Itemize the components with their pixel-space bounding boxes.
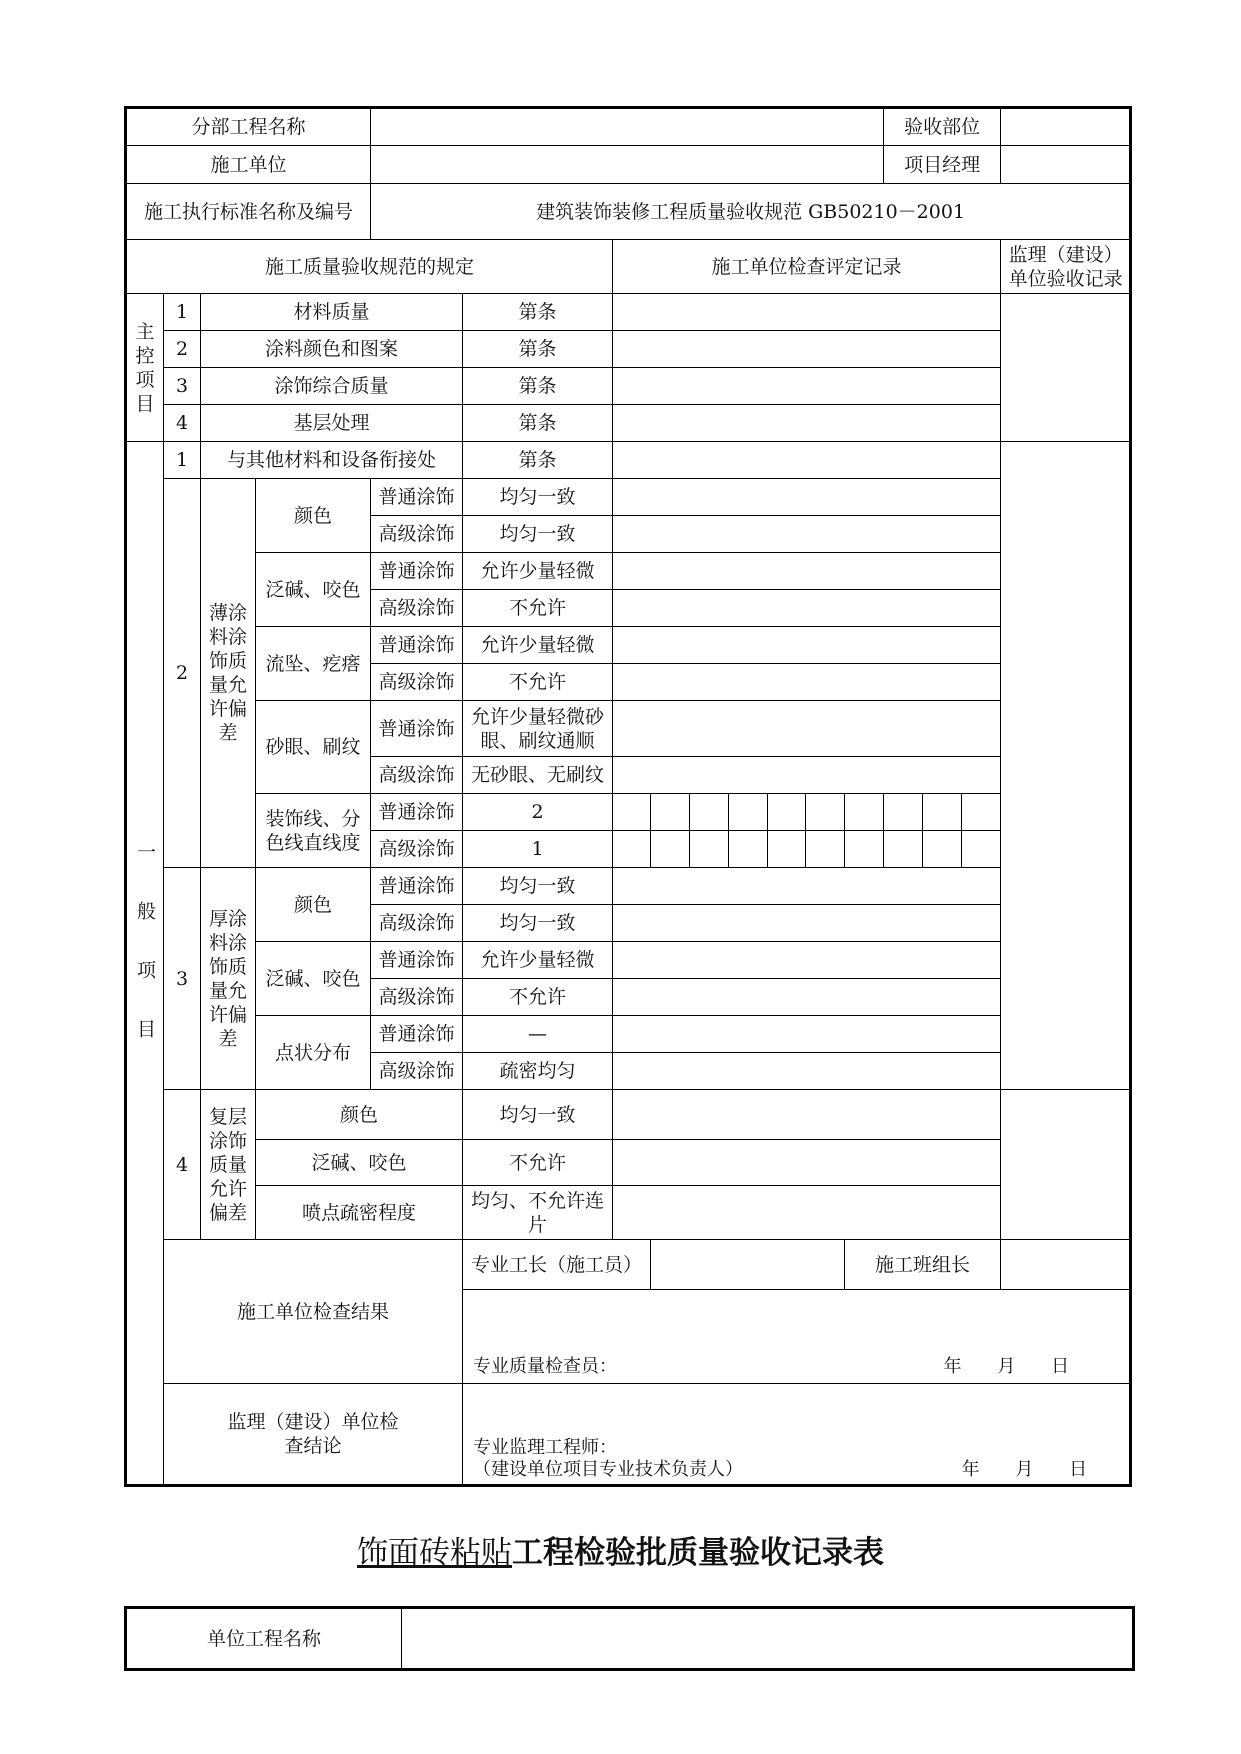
record-cell[interactable] [613,757,1001,794]
measure-cell[interactable] [923,794,962,831]
grade: 普通涂饰 [371,942,463,979]
sub-item: 点状分布 [256,1016,371,1090]
requirement: 均匀一致 [463,868,613,905]
requirement: 均匀、不允许连片 [463,1186,613,1240]
grade: 普通涂饰 [371,701,463,757]
supervision-sign-area[interactable] [463,1384,1131,1486]
header-row-fenbu [126,108,1131,146]
standard-label: 施工执行标准名称及编号 [126,184,371,240]
check-result-label: 施工单位检查结果 [164,1240,463,1384]
supervisor-cell[interactable] [1001,442,1131,1090]
item-no: 1 [164,442,201,479]
measure-cell[interactable] [613,831,651,868]
requirement: 均匀一致 [463,905,613,942]
sub-item: 泛碱、咬色 [256,553,371,627]
record-cell[interactable] [613,942,1001,979]
record-cell[interactable] [613,368,1001,405]
sub-item: 砂眼、刷纹 [256,701,371,794]
thick-coating-label: 厚涂料涂饰质量允许偏差 [201,868,256,1090]
measure-cell[interactable] [690,831,729,868]
record-cell[interactable] [613,1140,1001,1186]
grade: 普通涂饰 [371,627,463,664]
grade: 普通涂饰 [371,794,463,831]
fenbu-label: 分部工程名称 [126,108,371,146]
record-cell[interactable] [613,627,1001,664]
grade: 普通涂饰 [371,1016,463,1053]
item-name: 涂料颜色和图案 [201,331,463,368]
record-cell[interactable] [613,1186,1001,1240]
requirement: 不允许 [463,590,613,627]
standard-value: 建筑装饰装修工程质量验收规范 GB50210－2001 [371,184,1131,240]
item-clause: 第条 [463,442,613,479]
record-cell[interactable] [613,331,1001,368]
record-cell[interactable] [613,905,1001,942]
item-no: 3 [164,868,201,1090]
yanshou-buwei-label: 验收部位 [884,108,1001,146]
thin-coating-row [126,479,1131,516]
thick-coating-row [126,942,1131,979]
measure-cell[interactable] [845,831,884,868]
requirement: 不允许 [463,1140,613,1186]
record-cell[interactable] [613,294,1001,331]
general-group-label [126,442,164,1486]
requirement: 不允许 [463,979,613,1016]
measure-cell[interactable] [651,794,690,831]
requirement: 均匀一致 [463,516,613,553]
main-item-row [126,368,1131,405]
grade: 高级涂饰 [371,1053,463,1090]
requirement: 允许少量轻微 [463,942,613,979]
thin-coating-row [126,553,1131,590]
item-no: 2 [164,479,201,868]
inspection-record-table [124,106,1132,1487]
record-cell[interactable] [613,701,1001,757]
record-cell[interactable] [613,405,1001,442]
grade: 高级涂饰 [371,757,463,794]
record-cell[interactable] [613,553,1001,590]
next-form-title [0,1527,1241,1572]
shigong-danwei-value[interactable] [371,146,884,184]
header-row-shigong [126,146,1131,184]
thick-coating-row [126,1016,1131,1053]
item-clause: 第条 [463,405,613,442]
multilayer-label: 复层涂饰质量允许偏差 [201,1090,256,1240]
next-form-table [124,1606,1135,1671]
measure-cell[interactable] [884,831,923,868]
record-cell[interactable] [613,479,1001,516]
team-leader-value[interactable] [1001,1240,1131,1290]
footer-row-supervision [126,1384,1131,1486]
requirement: 不允许 [463,664,613,701]
measure-cell[interactable] [923,831,962,868]
requirement: 2 [463,794,613,831]
measure-cell[interactable] [884,794,923,831]
grade: 普通涂饰 [371,868,463,905]
supervision-label: 监理（建设）单位检查结论 [164,1384,463,1486]
measure-cell[interactable] [690,794,729,831]
measure-cell[interactable] [768,831,806,868]
thin-coating-row [126,627,1131,664]
record-cell[interactable] [613,590,1001,627]
foreman-label: 专业工长（施工员） [463,1240,651,1290]
requirement: 疏密均匀 [463,1053,613,1090]
supervisor-column-header: 监理（建设）单位验收记录 [1001,240,1131,294]
foreman-value[interactable] [651,1240,845,1290]
record-cell[interactable] [613,516,1001,553]
thin-coating-row [126,701,1131,757]
sub-item: 装饰线、分色线直线度 [256,794,371,868]
title-underlined: 饰面砖粘贴 [357,1535,512,1571]
measure-cell[interactable] [806,831,845,868]
record-column-header: 施工单位检查评定记录 [613,240,1001,294]
main-item-row [126,405,1131,442]
grade: 高级涂饰 [371,979,463,1016]
requirement: 1 [463,831,613,868]
record-cell[interactable] [613,868,1001,905]
requirement: 均匀一致 [463,479,613,516]
multilayer-row [126,1140,1131,1186]
inspector-date: 年 月 日 [943,1356,1070,1377]
general-group-text: 一般项目 [134,842,156,1078]
sub-item: 颜色 [256,1090,463,1140]
grade: 高级涂饰 [371,905,463,942]
measure-cell[interactable] [613,794,651,831]
supervision-date: 年 月 日 [961,1459,1088,1480]
thin-coating-label: 薄涂料涂饰质量允许偏差 [201,479,256,868]
record-cell[interactable] [613,664,1001,701]
grade: 高级涂饰 [371,664,463,701]
grade: 高级涂饰 [371,516,463,553]
requirement: 允许少量轻微砂眼、刷纹通顺 [463,701,613,757]
item-name: 与其他材料和设备衔接处 [201,442,463,479]
supervisor-cell[interactable] [1001,294,1131,442]
sub-item: 泛碱、咬色 [256,1140,463,1186]
requirement: — [463,1016,613,1053]
sub-item: 颜色 [256,479,371,553]
main-item-row [126,331,1131,368]
item-no: 4 [164,405,201,442]
item-no: 3 [164,368,201,405]
thin-coating-row [126,794,1131,831]
record-cell[interactable] [613,979,1001,1016]
item-no: 2 [164,331,201,368]
measure-cell[interactable] [962,794,1001,831]
xiangmu-jingli-value[interactable] [1001,146,1131,184]
grade: 普通涂饰 [371,479,463,516]
item-no: 1 [164,294,201,331]
inspector-sign-area[interactable] [463,1290,1131,1384]
item-clause: 第条 [463,368,613,405]
requirement: 无砂眼、无刷纹 [463,757,613,794]
main-control-group-label: 主控项目 [126,294,164,442]
requirement: 允许少量轻微 [463,553,613,590]
requirement: 允许少量轻微 [463,627,613,664]
measure-cell[interactable] [729,794,768,831]
multilayer-row [126,1090,1131,1140]
footer-row-foreman [126,1240,1131,1290]
record-cell[interactable] [613,1016,1001,1053]
multilayer-row [126,1186,1131,1240]
thick-coating-row [126,868,1131,905]
measure-cell[interactable] [729,831,768,868]
measure-cell[interactable] [845,794,884,831]
measure-cell[interactable] [768,794,806,831]
grade: 高级涂饰 [371,590,463,627]
column-header-row [126,240,1131,294]
record-cell[interactable] [613,442,1001,479]
inspector-label: 专业质量检查员： [473,1356,618,1377]
unit-name-row [126,1608,1134,1670]
grade: 普通涂饰 [371,553,463,590]
general-item-row [126,442,1131,479]
team-leader-label: 施工班组长 [845,1240,1001,1290]
measure-cell[interactable] [651,831,690,868]
item-name: 材料质量 [201,294,463,331]
sub-item: 喷点疏密程度 [256,1186,463,1240]
unit-name-label: 单位工程名称 [126,1608,402,1670]
owner-label: （建设单位项目专业技术负责人） [473,1459,744,1480]
item-no: 4 [164,1090,201,1240]
engineer-label: 专业监理工程师： [473,1437,618,1458]
fenbu-value[interactable] [371,108,884,146]
sub-item: 流坠、疙瘩 [256,627,371,701]
shigong-danwei-label: 施工单位 [126,146,371,184]
sub-item: 颜色 [256,868,371,942]
header-row-standard [126,184,1131,240]
title-bold: 工程检验批质量验收记录表 [512,1535,884,1571]
measure-cell[interactable] [962,831,1001,868]
sub-item: 泛碱、咬色 [256,942,371,1016]
measure-cell[interactable] [806,794,845,831]
grade: 高级涂饰 [371,831,463,868]
unit-name-value[interactable] [402,1608,1134,1670]
record-cell[interactable] [613,1053,1001,1090]
item-name: 基层处理 [201,405,463,442]
xiangmu-jingli-label: 项目经理 [884,146,1001,184]
spec-column-header: 施工质量验收规范的规定 [126,240,613,294]
item-name: 涂饰综合质量 [201,368,463,405]
item-clause: 第条 [463,331,613,368]
yanshou-buwei-value[interactable] [1001,108,1131,146]
item-clause: 第条 [463,294,613,331]
requirement: 均匀一致 [463,1090,613,1140]
record-cell[interactable] [613,1090,1001,1140]
main-item-row [126,294,1131,331]
